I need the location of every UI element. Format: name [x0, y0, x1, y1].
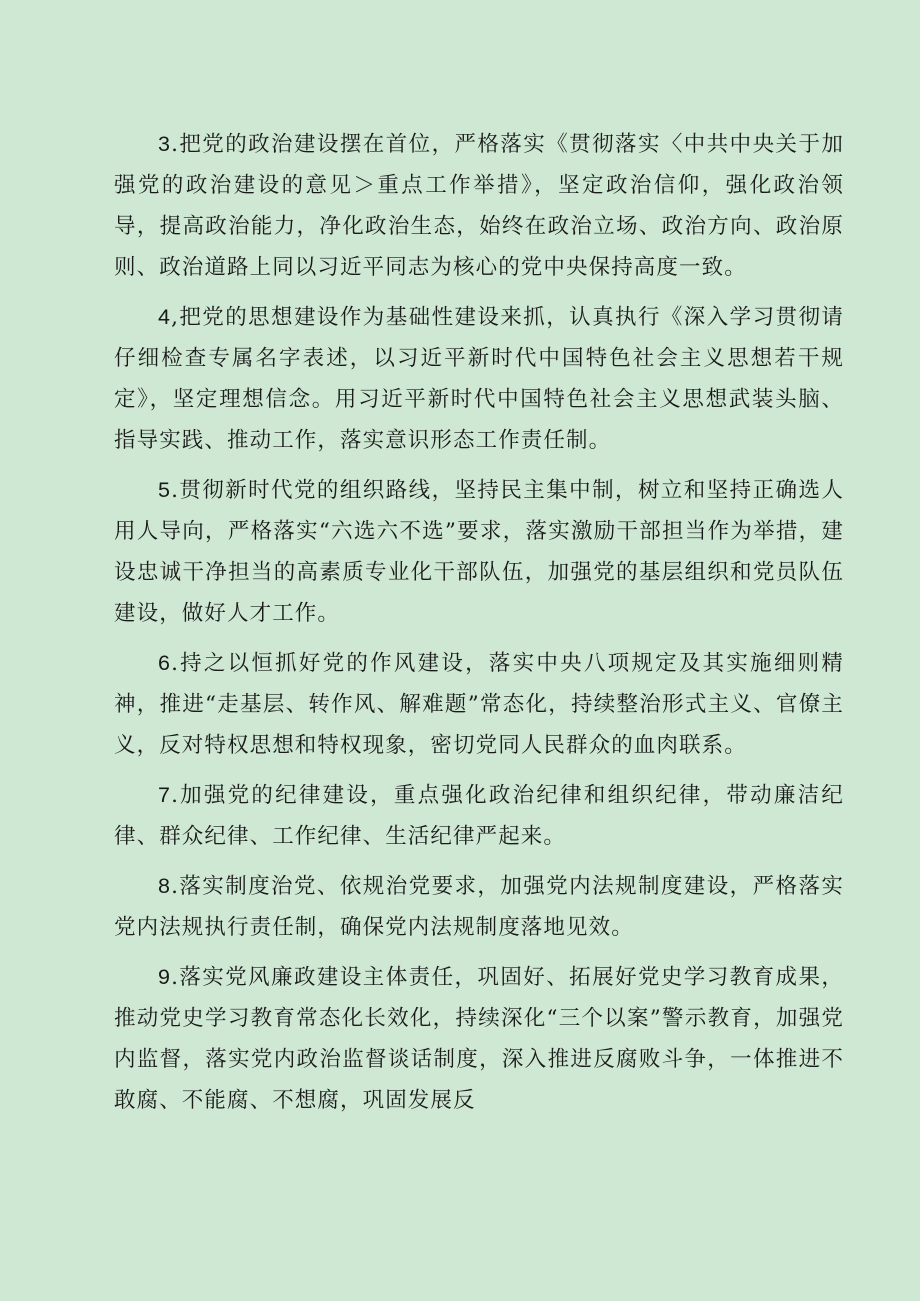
paragraph-number: 4 [158, 305, 172, 329]
paragraph-7 [114, 775, 844, 857]
paragraph-number: 3 [158, 132, 172, 156]
paragraph-text: .加强党的纪律建设，重点强化政治纪律和组织纪律，带动廉洁纪律、群众纪律、工作纪律、生活纪律严起来。 [114, 783, 844, 849]
paragraph-text: ,把党的思想建设作为基础性建设来抓，认真执行《深入学习贯彻请仔细检查专属名字表述，以习近平新时代中国特色社会主义思想若干规定》，坚定理想信念。用习近平新时代中国特色社会主义思想武装头脑、指导实践、推动工作，落实意识形态工作责任制。 [114, 305, 844, 453]
paragraph-3 [114, 124, 844, 288]
paragraph-number: 9 [158, 965, 172, 989]
paragraph-text: .贯彻新时代党的组织路线，坚持民主集中制，树立和坚持正确选人用人导向，严格落实“六选六不选”要求，落实激励干部担当作为举措，建设忠诚干净担当的高素质专业化干部队伍，加强党的基层组织和党员队伍建设，做好人才工作。 [114, 478, 844, 626]
paragraph-number: 6 [158, 651, 172, 675]
paragraph-text: .把党的政治建设摆在首位，严格落实《贯彻落实〈中共中央关于加强党的政治建设的意见＞重点工作举措》，坚定政治信仰，强化政治领导，提高政治能力，净化政治生态，始终在政治立场、政治方向、政治原则、政治道路上同以习近平同志为核心的党中央保持高度一致。 [114, 132, 844, 280]
paragraph-9 [114, 957, 844, 1121]
paragraph-5 [114, 470, 844, 634]
paragraph-6 [114, 643, 844, 766]
paragraph-8 [114, 866, 844, 948]
paragraph-number: 7 [158, 783, 172, 807]
paragraph-number: 5 [158, 478, 172, 502]
document-body [114, 124, 844, 1130]
paragraph-number: 8 [158, 874, 172, 898]
paragraph-text: .落实制度治党、依规治党要求，加强党内法规制度建设，严格落实党内法规执行责任制，确保党内法规制度落地见效。 [114, 874, 844, 940]
paragraph-text: .持之以恒抓好党的作风建设，落实中央八项规定及其实施细则精神，推进“走基层、转作风、解难题”常态化，持续整治形式主义、官僚主义，反对特权思想和特权现象，密切党同人民群众的血肉联系。 [114, 651, 844, 758]
paragraph-text: .落实党风廉政建设主体责任，巩固好、拓展好党史学习教育成果，推动党史学习教育常态化长效化，持续深化“三个以案”警示教育，加强党内监督，落实党内政治监督谈话制度，深入推进反腐败斗争，一体推进不敢腐、不能腐、不想腐，巩固发展反 [114, 965, 844, 1113]
paragraph-4 [114, 297, 844, 461]
